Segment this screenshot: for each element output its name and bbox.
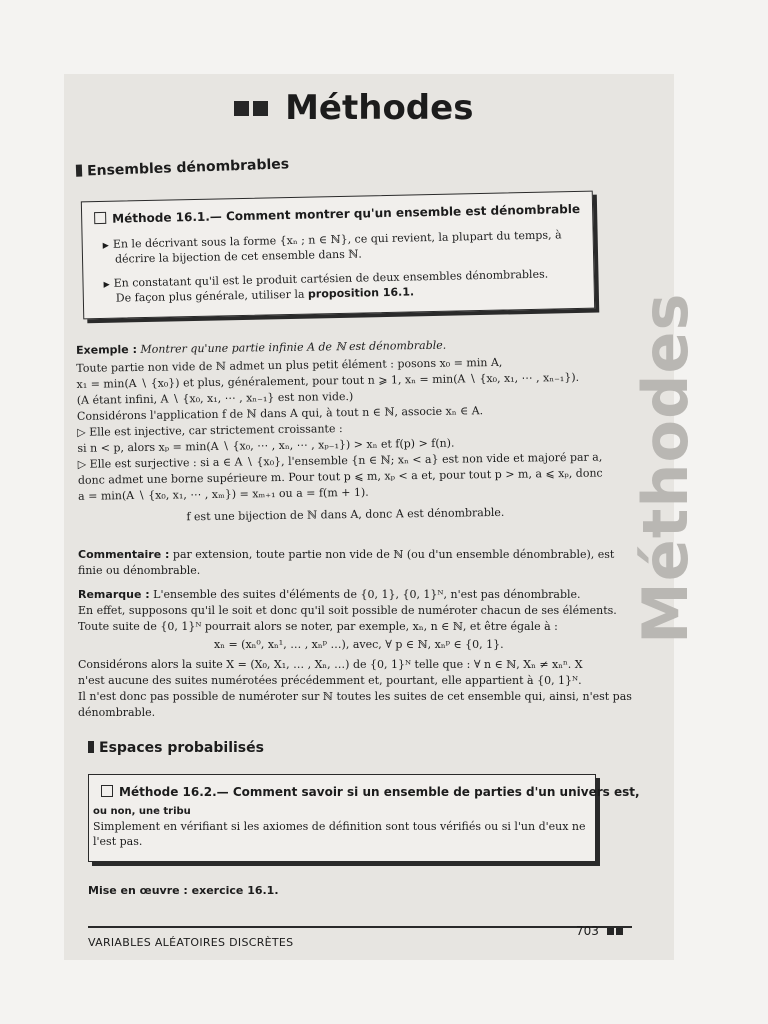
remarque-line: n'est aucune des suites numérotées précédemment et, pourtant, elle appartient à {0, 1}ᴺ. bbox=[78, 674, 582, 687]
proposition-reference: proposition 16.1. bbox=[307, 285, 415, 301]
remarque-line: En effet, supposons qu'il le soit et donc qu'il soit possible de numéroter chacun de ses éléments. bbox=[78, 604, 617, 617]
exemple-line: ▷ Elle est injective, car strictement croissante : bbox=[77, 422, 343, 439]
methode-1-title: Méthode 16.1.— Comment montrer qu'un ensemble est dénombrable bbox=[94, 202, 580, 226]
exemple-line: Considérons l'application f de ℕ dans A qui, à tout n ∈ ℕ, associe xₙ ∈ A. bbox=[76, 404, 484, 423]
remarque-line: dénombrable. bbox=[78, 706, 156, 719]
methode-2-line: l'est pas. bbox=[93, 835, 143, 848]
remarque-line: Toute suite de {0, 1}ᴺ pourrait alors se noter, par exemple, xₙ, n ∈ ℕ, et être égale à : bbox=[78, 620, 558, 633]
methode-2-title: Méthode 16.2.— Comment savoir si un ensemble de parties d'un univers est, bbox=[101, 785, 640, 799]
footer-rule bbox=[88, 926, 632, 928]
methode-box-2 bbox=[88, 774, 640, 862]
methode-2-title-cont: ou non, une tribu bbox=[93, 806, 191, 817]
remarque-line: Il n'est donc pas possible de numéroter sur ℕ toutes les suites de cet ensemble qui, ainsi, n'est pas bbox=[78, 690, 632, 703]
exemple-block bbox=[60, 66, 677, 554]
page-number: 703 bbox=[576, 924, 599, 938]
exemple-conclusion: f est une bijection de ℕ dans A, donc A est dénombrable. bbox=[186, 505, 505, 524]
remarque-heading: Remarque : L'ensemble des suites d'éléments de {0, 1}, {0, 1}ᴺ, n'est pas dénombrable. bbox=[78, 588, 581, 601]
section-heading-espaces: Espaces probabilisés bbox=[88, 740, 264, 756]
methode-1-bullet-1: ▶ En le décrivant sous la forme {xₙ ; n ∈ ℕ}, ce qui revient, la plupart du temps, à bbox=[102, 228, 562, 251]
square-icon bbox=[607, 928, 614, 935]
checkbox-icon bbox=[101, 785, 113, 797]
methode-2-line: Simplement en vérifiant si les axiomes de définition sont tous vérifiés ou si l'un d'eux ne bbox=[93, 820, 586, 833]
page-number-row bbox=[576, 924, 623, 938]
methode-1-bullet-1-cont: décrire la bijection de cet ensemble dans ℕ. bbox=[114, 247, 362, 266]
exemple-line: ▷ Elle est surjective : si a ∈ A ∖ {x₀}, l'ensemble {n ∈ ℕ; xₙ < a} est non vide et majoré par a, bbox=[77, 450, 603, 471]
section-heading-ensembles: Ensembles dénombrables bbox=[76, 156, 290, 179]
exemple-line: donc admet une borne supérieure m. Pour tout p ⩽ m, xₚ < a et, pour tout p > m, a ⩽ xₚ, donc bbox=[77, 466, 603, 487]
exemple-line: Toute partie non vide de ℕ admet un plus petit élément : posons x₀ = min A, bbox=[76, 355, 503, 375]
commentaire-line: Commentaire : par extension, toute partie non vide de ℕ (ou d'un ensemble dénombrable), est bbox=[78, 548, 615, 561]
methode-1-bullet-2: ▶ En constatant qu'il est le produit cartésien de deux ensembles dénombrables. bbox=[103, 267, 549, 290]
footer-chapter: VARIABLES ALÉATOIRES DISCRÈTES bbox=[88, 936, 294, 949]
remarque-line: Considérons alors la suite X = (X₀, X₁, … , Xₙ, …) de {0, 1}ᴺ telle que : ∀ n ∈ ℕ, Xₙ ≠ xₙⁿ. X bbox=[78, 658, 583, 671]
side-label: Méthodes bbox=[629, 292, 702, 644]
exemple-line: x₁ = min(A ∖ {x₀}) et plus, généralement, pour tout n ⩾ 1, xₙ = min(A ∖ {x₀, x₁, ⋯ , xₙ₋₁}). bbox=[76, 370, 580, 391]
page-title: Méthodes bbox=[285, 88, 474, 128]
exemple-line: a = min(A ∖ {x₀, x₁, ⋯ , xₘ}) = xₘ₊₁ ou a = f(m + 1). bbox=[78, 485, 369, 503]
remarque-formula: xₙ = (xₙ⁰, xₙ¹, … , xₙᵖ …), avec, ∀ p ∈ ℕ, xₙᵖ ∈ {0, 1}. bbox=[214, 638, 504, 651]
exemple-line: (A étant infini, A ∖ {x₀, x₁, ⋯ , xₙ₋₁} est non vide.) bbox=[76, 389, 354, 407]
exemple-line: si n < p, alors xₚ = min(A ∖ {x₀, ⋯ , xₙ, ⋯ , xₚ₋₁}) > xₙ et f(p) > f(n). bbox=[77, 436, 455, 455]
book-page bbox=[64, 74, 702, 960]
square-icon bbox=[616, 928, 623, 935]
square-bullet-icon bbox=[88, 741, 94, 753]
methode-1-bullet-2-cont: De façon plus générale, utiliser la proposition 16.1. bbox=[115, 285, 415, 305]
triangle-bullet-icon: ▶ bbox=[102, 240, 109, 250]
triangle-bullet-icon: ▶ bbox=[103, 279, 110, 289]
exemple-heading: Exemple : Montrer qu'une partie infinie A de ℕ est dénombrable. bbox=[75, 338, 447, 357]
commentaire-line: finie ou dénombrable. bbox=[78, 564, 201, 577]
mise-en-oeuvre: Mise en œuvre : exercice 16.1. bbox=[88, 884, 279, 897]
